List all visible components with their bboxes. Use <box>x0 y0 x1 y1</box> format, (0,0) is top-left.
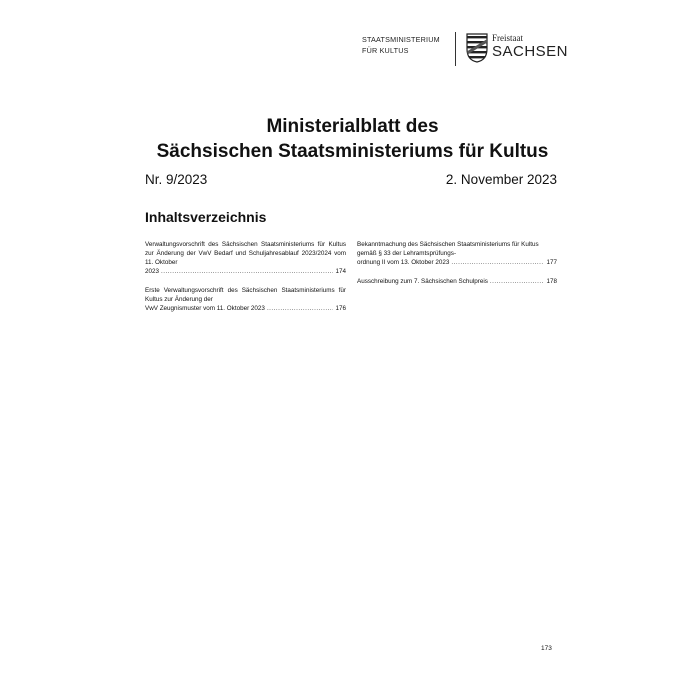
toc-entry-page: 174 <box>335 267 346 275</box>
publication-title <box>150 114 555 164</box>
leader-dots <box>451 259 544 268</box>
leader-dots <box>267 305 334 314</box>
leader-dots <box>490 278 545 287</box>
toc-heading: Inhaltsverzeichnis <box>145 209 267 225</box>
toc-entry-page: 178 <box>546 278 557 285</box>
toc-entry-page: 177 <box>546 258 557 266</box>
toc-entry-text-end: ordnung II vom 13. Oktober 2023 <box>357 258 450 266</box>
saxony-coat-of-arms-icon <box>466 33 488 63</box>
toc-entry-text: Verwaltungsvorschrift des Sächsischen Staatsministeriums für Kultus zur Änderung der VwV Bedarf und Schuljahresablauf 2023/2024 vom 11. Oktober <box>145 241 346 266</box>
ministry-line-2: FÜR KULTUS <box>362 46 409 55</box>
toc-entry[interactable] <box>357 278 557 287</box>
ministry-name <box>362 34 450 56</box>
toc-entry[interactable] <box>145 287 346 314</box>
title-line-2: Sächsischen Staatsministeriums für Kultus <box>156 141 549 162</box>
issue-date: 2. November 2023 <box>445 172 557 187</box>
title-line-1: Ministerialblatt des <box>266 116 439 137</box>
freistaat-label: Freistaat <box>492 33 523 43</box>
toc-entry[interactable] <box>145 241 346 277</box>
toc-entry-text-end: Ausschreibung zum 7. Sächsischen Schulpreis <box>357 278 488 285</box>
page-number: 173 <box>541 645 552 652</box>
leader-dots <box>161 268 333 277</box>
sachsen-label: SACHSEN <box>492 43 569 60</box>
ministry-line-1: STAATSMINISTERIUM <box>362 35 440 44</box>
issue-number: Nr. 9/2023 <box>145 172 208 187</box>
toc-entry[interactable] <box>357 241 557 268</box>
toc-entry-text: Bekanntmachung des Sächsischen Staatsministeriums für Kultus gemäß § 33 der Lehramtsprüfungs- <box>357 241 539 257</box>
toc-entry-text-end: VwV Zeugnismuster vom 11. Oktober 2023 <box>145 304 265 312</box>
logo-divider <box>455 32 456 66</box>
toc-entry-text: Erste Verwaltungsvorschrift des Sächsischen Staatsministeriums für Kultus zur Änderung der <box>145 287 346 303</box>
toc-entry-text-end: 2023 <box>145 267 160 275</box>
toc-entry-page: 176 <box>335 304 346 312</box>
